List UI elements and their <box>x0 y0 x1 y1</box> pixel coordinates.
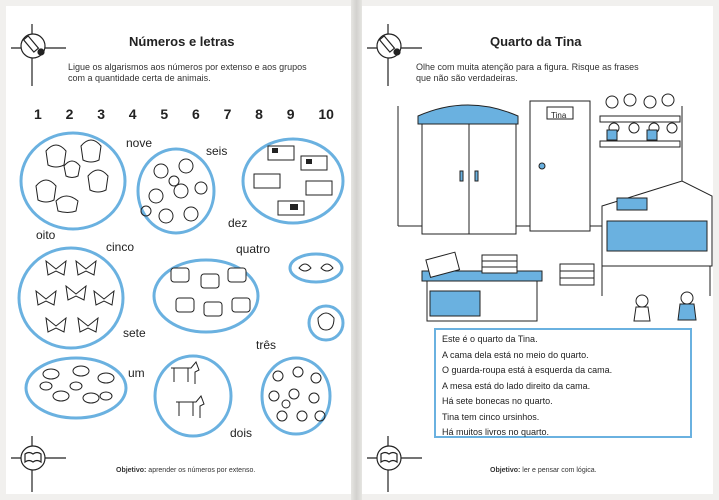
doll-shelf <box>600 94 680 147</box>
number-2: 2 <box>65 106 74 122</box>
word-sete: sete <box>123 326 146 340</box>
book-icon <box>11 436 66 492</box>
ladybugs-group <box>262 358 330 434</box>
cats-group <box>21 133 125 229</box>
pencil-icon <box>367 24 422 86</box>
mice-group <box>26 358 126 418</box>
word-um: um <box>128 366 145 380</box>
objective-label: Objetivo: <box>490 467 521 474</box>
instruction-line-1: Ligue os algarismos aos números por extenso e aos grupos <box>68 62 307 72</box>
page-title: Números e letras <box>129 34 235 49</box>
word-dez: dez <box>228 216 248 230</box>
ducks-group <box>290 254 342 282</box>
number-4: 4 <box>128 106 137 122</box>
objective-text: aprender os números por extenso. <box>148 467 256 474</box>
number-5: 5 <box>160 106 169 122</box>
word-tres: três <box>256 338 277 352</box>
bed <box>602 181 712 296</box>
chick-group <box>309 306 343 340</box>
objective-text: ler e pensar com lógica. <box>522 467 597 474</box>
number-1: 1 <box>34 106 42 122</box>
instruction-line-2: que não são verdadeiras. <box>416 73 518 83</box>
sentence-3: O guarda-roupa está à esquerda da cama. <box>442 365 613 375</box>
number-7: 7 <box>223 106 232 122</box>
left-page <box>6 6 351 494</box>
dogs-group <box>154 260 258 332</box>
sentence-1: Este é o quarto da Tina. <box>442 334 538 344</box>
sentence-4: A mesa está do lado direito da cama. <box>442 380 591 391</box>
desk <box>422 252 542 321</box>
sentence-6: Tina tem cinco ursinhos. <box>442 411 540 422</box>
cows-group <box>243 139 343 223</box>
horses-group <box>155 356 231 436</box>
word-quatro: quatro <box>236 242 271 256</box>
word-cinco: cinco <box>106 240 135 254</box>
sentence-5: Há sete bonecas no quarto. <box>442 396 553 406</box>
number-row <box>34 106 334 122</box>
pencil-icon <box>11 24 66 86</box>
number-9: 9 <box>286 106 295 122</box>
word-seis: seis <box>206 144 228 158</box>
wardrobe <box>418 105 518 234</box>
book-icon <box>367 436 422 492</box>
door <box>530 101 590 231</box>
number-10: 10 <box>318 106 334 122</box>
instruction-line-2: com a quantidade certa de animais. <box>68 73 211 83</box>
word-dois: dois <box>230 426 253 440</box>
objective-note <box>490 467 597 474</box>
book-gutter <box>351 0 362 500</box>
number-3: 3 <box>97 106 105 122</box>
door-sign: Tina <box>551 111 567 120</box>
sentence-2: A cama dela está no meio do quarto. <box>442 349 589 360</box>
book-stack <box>560 264 594 285</box>
word-nove: nove <box>126 136 153 150</box>
sentence-7: Há muitos livros no quarto. <box>442 427 550 437</box>
number-6: 6 <box>191 106 200 122</box>
word-oito: oito <box>36 228 56 242</box>
right-page <box>362 6 713 494</box>
page-title: Quarto da Tina <box>490 34 582 49</box>
number-8: 8 <box>255 106 263 122</box>
instruction-line-1: Olhe com muita atenção para a figura. Risque as frases <box>416 62 639 72</box>
sentences-box <box>434 328 692 438</box>
objective-label: Objetivo: <box>116 467 147 474</box>
floor-toys <box>634 292 696 321</box>
butterflies-group <box>19 248 123 348</box>
objective-note <box>116 467 255 474</box>
snails-group <box>138 149 214 233</box>
